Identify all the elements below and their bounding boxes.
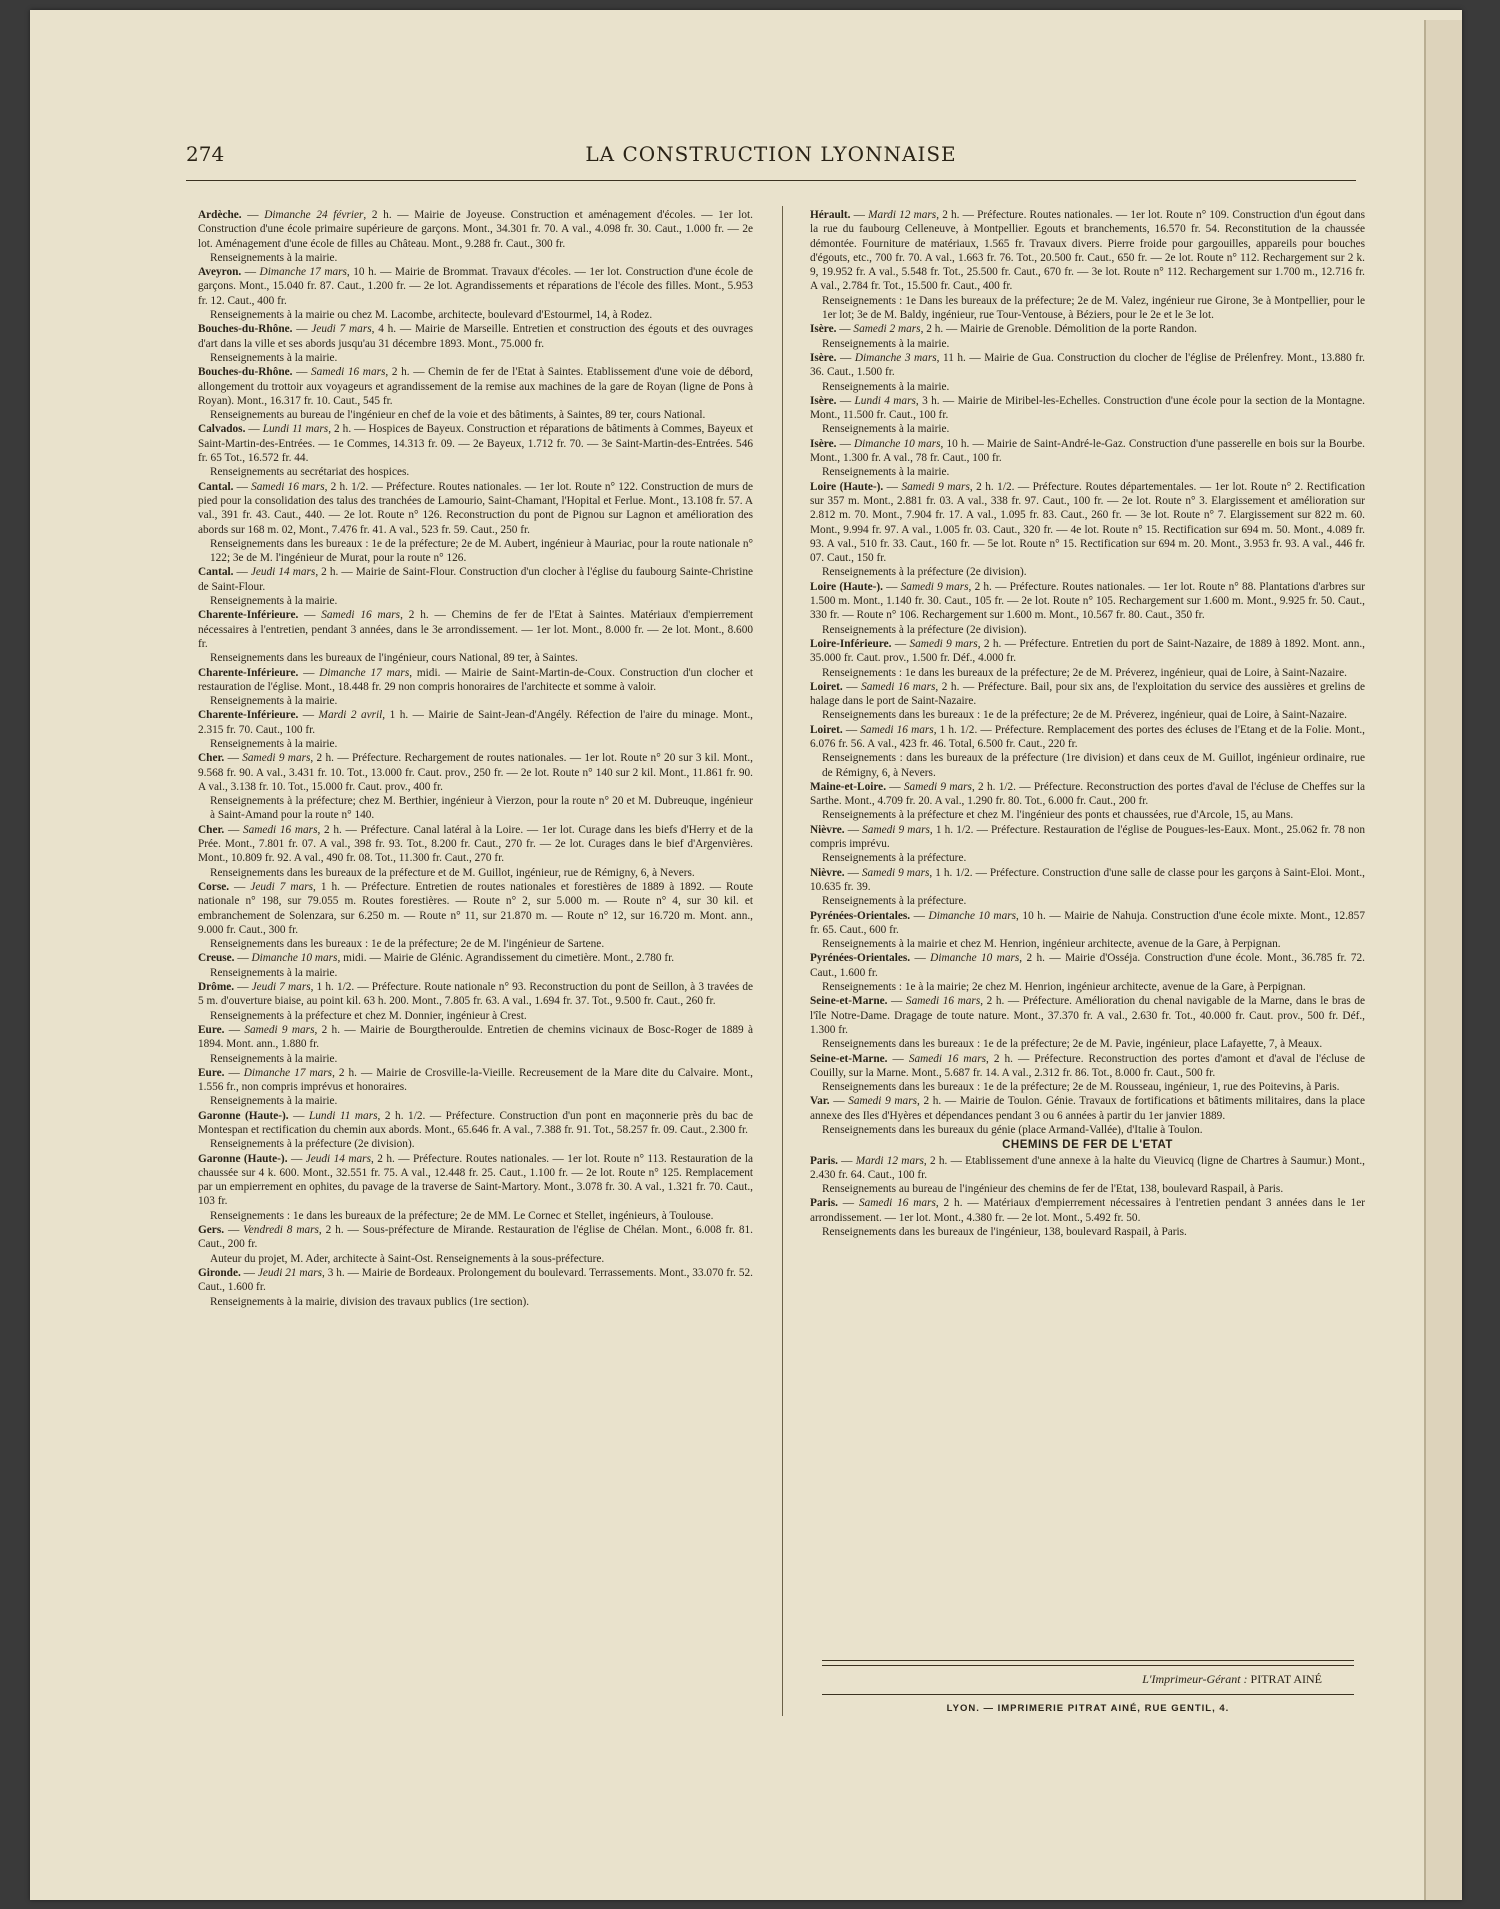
entry-info-line: Renseignements au bureau de l'ingénieur en chef de la voie et des bâtiments, à Saintes, 89 ter, cours National. [210,409,706,422]
entry-date: Jeudi 14 mars [250,566,316,579]
entry-text: , 2 h. — Préfecture. Canal latéral à la Loire. — 1er lot. Curage dans les biefs d'Herry et de la Prée. Mont., 7.801 fr. 07. A val., 398 fr. 93. Tot., 8.200 fr. Caut., 270 fr. — 2e lot. Curages dans le bief d'Argenvières. Mont., 10.809 fr. 92. A val., 490 fr. 08. Tot., 11.300 fr. Caut., 270 fr. [198,823,753,865]
entry-info-line: Renseignements à la préfecture et chez M. l'ingénieur des ponts et chaussées, rue d'Arcole, 15, au Mans. [822,809,1294,822]
entry-department: Eure. [198,1023,225,1036]
listing-entry: Corse. — Jeudi 7 mars, 1 h. — Préfecture. Entretien de routes nationales et forestières de 1889 à 1892. — Route nationale n° 198, sur 79.055 m. Routes forestières. — Route n° 2, sur 5.000 m. — Route n° 4, sur 30 kil. et embranchement de Solenzara, sur 6.250 m. — Route n° 11, sur 21.870 m. — Route n° 12, sur 16.720 m. Mont. ann., 9.000 fr. Caut., 300 fr. [198,880,753,936]
listing-entry: Cantal. — Samedi 16 mars, 2 h. 1/2. — Préfecture. Routes nationales. — 1er lot. Route n° 122. Construction de murs de pied pour la consolidation des talus des tranchées de Lamourio, Saint-Chamant, l'Hopital et Ferlue. Mont., 13.108 fr. 57. A val., 391 fr. 43. Caut., 440. — 2e lot. Route n° 126. Reconstruction du pont de Pignou sur Lagnon et amélioration des abords sur 168 m. 02, Mont., 7.476 fr. 41. A val., 523 fr. 59. Caut., 250 fr. [198,480,753,536]
entry-info-line: Renseignements à la préfecture et chez M. Donnier, ingénieur à Crest. [210,1009,527,1022]
footer-double-rule [822,1660,1354,1666]
entry-date: Vendredi 8 mars [243,1224,319,1237]
listing-entry: Loire (Haute-). — Samedi 9 mars, 2 h. — Préfecture. Routes nationales. — 1er lot. Route n° 88. Plantations d'arbres sur 1.500 m. Mont., 1.140 fr. 30. Caut., 105 fr. — 2e lot. Route n° 105. Rechargement sur 1.600 m. Mont., 9.925 fr. 50. Caut., 330 fr. — Route n° 106. Rechargement sur 1.600 m. Mont., 10.567 fr. 80. Caut., 350 fr. [810,580,1365,622]
entry-text: , 2 h. — Mairie d'Osséja. Construction d'une école. Mont., 36.785 fr. 72. Caut., 1.600 fr. [810,952,1365,979]
entry-department: Seine-et-Marne. [810,995,888,1008]
listing-entry: Nièvre. — Samedi 9 mars, 1 h. 1/2. — Préfecture. Restauration de l'église de Pougues-les-Eaux. Mont., 25.062 fr. 78 non compris imprévu. [810,823,1365,851]
entry-text: , 1 h. 1/2. — Préfecture. Construction d'une salle de classe pour les garçons à Saint-Eloi. Mont., 10.635 fr. 39. [810,866,1365,893]
entry-text: , 2 h. — Préfecture. Amélioration du chenal navigable de la Marne, dans le bras de l'île Notre-Dame. Dragage de toute nature. Mont., 37.370 fr. A val., 2.630 fr. Tot., 40.000 fr. Caut. prov., 500 fr. Déf., 1.300 fr. [810,995,1365,1036]
entry-info-line: Renseignements dans les bureaux de l'ingénieur, cours National, 89 ter, à Saintes. [210,652,578,665]
entry-info-line: Renseignements à la préfecture (2e division). [210,1138,415,1151]
entry-text: , 2 h. — Hospices de Bayeux. Construction et réparations de bâtiments à Commes, Bayeux et Saint-Martin-des-Entrées. — 1e Commes, 14.313 fr. 09. — 2e Bayeux, 1.712 fr. 70. — 3e Saint-Martin-des-Entrées. 546 fr. 65 Tot., 16.572 fr. 44. [198,423,753,465]
entry-date: Jeudi 21 mars [257,1266,323,1279]
signature-name: PITRAT AINÉ [1250,1672,1322,1686]
entry-text: , 3 h. — Mairie de Miribel-les-Echelles. Construction d'une école pour la section de la Montagne. Mont., 11.500 fr. Caut., 100 fr. [810,394,1365,422]
entry-department: Eure. [198,1066,225,1079]
entry-department: Garonne (Haute-). [198,1109,289,1122]
listing-entry: Paris. — Samedi 16 mars, 2 h. — Matériaux d'empierrement nécessaires à l'entretien pendant 3 années dans le 1er arrondissement. — 1er lot. Mont., 4.380 fr. — 2e lot. Mont., 5.492 fr. 50. [810,1197,1365,1224]
entry-department: Bouches-du-Rhône. [198,366,293,379]
entry-department: Loire-Inférieure. [810,637,892,650]
entry-department: Seine-et-Marne. [810,1052,888,1065]
entry-date: Samedi 9 mars [903,780,972,793]
entry-department: Charente-Inférieure. [198,609,299,622]
entry-date: Samedi 9 mars [861,866,930,879]
entry-department: Var. [810,1095,830,1108]
entry-department: Gers. [198,1224,225,1237]
entry-date: Samedi 16 mars [860,723,934,736]
listing-entry: Seine-et-Marne. — Samedi 16 mars, 2 h. — Préfecture. Amélioration du chenal navigable de la Marne, dans le bras de l'île Notre-Dame. Dragage de toute nature. Mont., 37.370 fr. A val., 2.630 fr. Tot., 40.000 fr. Caut. prov., 500 fr. Déf., 1.300 fr. [810,995,1365,1036]
entry-info-line: Renseignements dans les bureaux : 1e de la préfecture; 2e de M. Aubert, ingénieur à Mauriac, pour la route nationale n° 122; 3e de M. l'ingénieur de Murat, pour la route n° 126. [210,537,753,565]
entry-department: Gironde. [198,1266,241,1279]
entry-date: Samedi 16 mars [311,366,386,379]
entry-date: Dimanche 10 mars [251,952,338,965]
entry-info-line: Renseignements au bureau de l'ingénieur des chemins de fer de l'Etat, 138, boulevard Raspail, à Paris. [822,1183,1284,1196]
entry-date: Jeudi 14 mars [305,1152,371,1165]
listing-entry: Calvados. — Lundi 11 mars, 2 h. — Hospices de Bayeux. Construction et réparations de bâtiments à Commes, Bayeux et Saint-Martin-des-Entrées. — 1e Commes, 14.313 fr. 09. — 2e Bayeux, 1.712 fr. 70. — 3e Saint-Martin-des-Entrées. 546 fr. 65 Tot., 16.572 fr. 44. [198,423,753,465]
entry-info-line: Renseignements dans les bureaux du génie (place Armand-Vallée), d'Italie à Toulon. [822,1124,1203,1136]
entry-info-line: Renseignements dans les bureaux : 1e de la préfecture; 2e de M. Rousseau, ingénieur, 1, rue des Poitevins, à Paris. [822,1081,1340,1094]
entry-date: Samedi 9 mars [862,823,930,836]
listing-entry: Aveyron. — Dimanche 17 mars, 10 h. — Mairie de Brommat. Travaux d'écoles. — 1er lot. Construction d'une école de garçons. Mont., 15.040 fr. 87. Caut., 1.200 fr. — 2e lot. Agrandissements et réparations de l'école des filles. Mont., 5.953 fr. 12. Caut., 400 fr. [198,266,753,307]
entry-info-line: Renseignements à la mairie, division des travaux publics (1re section). [210,1295,530,1308]
entry-text: , 2 h. — Préfecture. Rechargement de routes nationales. — 1er lot. Route n° 20 sur 3 kil. Mont., 9.568 fr. 90. A val., 3.431 fr. 10. Tot., 13.000 fr. Caut. prov., 250 fr. — 2e lot. Route n° 140 sur 2 kil. Mont., 11.861 fr. 90. A val., 3.138 fr. 10. Tot., 15.000 fr. Caut. prov., 400 fr. [198,752,754,793]
entry-department: Cher. [198,823,225,836]
entry-date: Dimanche 17 mars [259,266,347,279]
entry-text: , 10 h. — Mairie de Nahuja. Construction d'une école mixte. Mont., 12.857 fr. 65. Caut., 600 fr. [810,909,1365,936]
entry-text: , 10 h. — Mairie de Brommat. Travaux d'écoles. — 1er lot. Construction d'une école de garçons. Mont., 15.040 fr. 87. Caut., 1.200 fr. — 2e lot. Agrandissements et réparations de l'école des filles. Mont., 5.953 fr. 12. Caut., 400 fr. [198,266,753,307]
listing-entry: Pyrénées-Orientales. — Dimanche 10 mars, 10 h. — Mairie de Nahuja. Construction d'une école mixte. Mont., 12.857 fr. 65. Caut., 600 fr. [810,909,1365,936]
listing-entry: Bouches-du-Rhône. — Samedi 16 mars, 2 h. — Chemin de fer de l'Etat à Saintes. Etablissement d'une voie de débord, allongement du trottoir aux voyageurs et agrandissement de la remise aux machines de la gare de Royan (ligne de Pons à Royan). Mont., 16.317 fr. 10. Caut., 545 fr. [198,366,753,407]
entry-date: Dimanche 17 mars [243,1066,333,1079]
entry-text: , 2 h. — Mairie de Grenoble. Démolition de la porte Randon. [920,323,1197,336]
entry-info-line: Renseignements à la mairie. [210,1052,338,1065]
entry-info-line: Renseignements au secrétariat des hospices. [210,466,410,479]
entry-date: Dimanche 10 mars [853,437,941,450]
entry-department: Charente-Inférieure. [198,709,299,722]
entry-info-line: Renseignements : 1e dans les bureaux de la préfecture; 2e de MM. Le Cornec et Stellet, ingénieurs, à Toulouse. [210,1209,714,1222]
entry-department: Loiret. [810,680,843,693]
entry-department: Charente-Inférieure. [198,666,299,679]
entry-department: Isère. [810,351,837,364]
listing-entry: Cher. — Samedi 9 mars, 2 h. — Préfecture. Rechargement de routes nationales. — 1er lot. Route n° 20 sur 3 kil. Mont., 9.568 fr. 90. A val., 3.431 fr. 10. Tot., 13.000 fr. Caut. prov., 250 fr. — 2e lot. Route n° 140 sur 2 kil. Mont., 11.861 fr. 90. A val., 3.138 fr. 10. Tot., 15.000 fr. Caut. prov., 400 fr. [198,752,754,793]
listing-entry: Loire-Inférieure. — Samedi 9 mars, 2 h. — Préfecture. Entretien du port de Saint-Nazaire, de 1889 à 1892. Mont. ann., 35.000 fr. Caut. prov., 1.500 fr. Déf., 4.000 fr. [810,637,1366,665]
entry-department: Ardèche. [198,209,242,221]
entry-text: , 2 h. 1/2. — Préfecture. Reconstruction des portes d'aval de l'écluse de Cheffes sur la Sarthe. Mont., 4.709 fr. 20. A val., 1.290 fr. 80. Tot., 6.000 fr. Caut., 200 fr. [810,780,1365,808]
entry-info-line: Renseignements à la mairie. [210,595,338,608]
entry-text: , 2 h. — Mairie de Bourgtheroulde. Entretien de chemins vicinaux de Bosc-Roger de 1889 à 1894. Mont. ann., 1.880 fr. [198,1023,754,1051]
column-divider [782,206,783,1716]
entry-department: Maine-et-Loire. [810,780,887,793]
entry-department: Isère. [810,394,837,407]
entry-date: Samedi 16 mars [861,680,936,693]
entry-department: Calvados. [198,423,246,436]
entry-info-line: Renseignements à la mairie. [210,966,338,979]
entry-text: , 2 h. — Préfecture. Reconstruction des portes d'amont et d'aval de l'écluse de Couilly, sur la Marne. Mont., 5.687 fr. 14. A val., 2.312 fr. 86. Tot., 8.000 fr. Caut., 500 fr. [810,1052,1365,1079]
entry-date: Dimanche 10 mars [930,952,1020,965]
entry-date: Lundi 4 mars [854,394,916,407]
entry-text: , 2 h. 1/2. — Préfecture. Routes départementales. — 1er lot. Route n° 2. Rectification sur 357 m. Mont., 2.881 fr. 03. A val., 338 fr. 97. Caut., 100 fr. — 2e lot. Route n° 3. Elargissement et amélioration sur 2.812 m. 70. Mont., 7.904 fr. 17. A val., 1.095 fr. 83. Caut., 260 fr. — 3e lot. Route n° 7. Elargissement sur 822 m. 60. Mont., 9.994 fr. 97. A val., 1.005 fr. 03. Caut., 320 fr. — 4e lot. Route n° 15. Rectification sur 694 m. 50. Mont., 4.089 fr. 93. A val., 510 fr. 33. Caut., 160 fr. — 5e lot. Route n° 15. Rectification sur 694 m. 20. Mont., 3.953 fr. 93. A val., 446 fr. 07. Caut., 150 fr. [810,480,1366,565]
entry-text: , 2 h. — Mairie de Joyeuse. Construction et aménagement d'écoles. — 1er lot. Construction d'une école primaire supérieure de garçons. Mont., 34.301 fr. 70. A val., 4.098 fr. 30. Caut., 1.000 fr. — 2e lot. Aménagement d'une école de filles au Château. Mont., 9.288 fr. Caut., 300 fr. [198,209,753,250]
entry-date: Samedi 16 mars [905,995,981,1008]
entry-department: Paris. [810,1154,838,1167]
entry-department: Garonne (Haute-). [198,1152,288,1165]
entry-info-line: Renseignements : dans les bureaux de la préfecture (1re division) et dans ceux de M. Guillot, ingénieur ordinaire, rue de Rémigny, 6, à Nevers. [822,752,1365,779]
entry-text: , 2 h. — Etablissement d'une annexe à la halte du Vieuvicq (ligne de Chartres à Saumur.) Mont., 2.430 fr. 64. Caut., 100 fr. [810,1154,1366,1181]
entry-text: , 2 h. — Préfecture. Entretien du port de Saint-Nazaire, de 1889 à 1892. Mont. ann., 35.000 fr. Caut. prov., 1.500 fr. Déf., 4.000 fr. [810,637,1366,665]
entry-date: Samedi 16 mars [321,609,401,622]
listing-entry: Pyrénées-Orientales. — Dimanche 10 mars, 2 h. — Mairie d'Osséja. Construction d'une école. Mont., 36.785 fr. 72. Caut., 1.600 fr. [810,952,1365,979]
entry-date: Samedi 9 mars [909,637,978,650]
page-number: 274 [186,142,225,166]
entry-text: , 2 h. — Préfecture. Routes nationales. — 1er lot. Route n° 113. Restauration de la chaussée sur 4 k. 600. Mont., 32.551 fr. 75. A val., 12.448 fr. 25. Caut., 1.100 fr. — 2e lot. Route n° 125. Remplacement par un empierrement en ophites, du pavage de la traverse de Saint-Martory. Mont., 3.078 fr. 30. A val., 1.321 fr. 70. Caut., 103 fr. [198,1152,753,1208]
entry-date: Samedi 16 mars [908,1052,986,1065]
listing-entry: Gironde. — Jeudi 21 mars, 3 h. — Mairie de Bordeaux. Prolongement du boulevard. Terrassements. Mont., 33.070 fr. 52. Caut., 1.600 fr. [198,1266,753,1294]
entry-date: Dimanche 10 mars [928,909,1017,922]
entry-info-line: Renseignements à la mairie. [210,351,338,364]
listing-entry: Garonne (Haute-). — Lundi 11 mars, 2 h. 1/2. — Préfecture. Construction d'un pont en maçonnerie près du bac de Montespan et rectification du chemin aux abords. Mont., 65.646 fr. A val., 7.388 fr. 91. Tot., 58.257 fr. 09. Caut., 2.300 fr. [198,1109,753,1136]
entry-date: Samedi 9 mars [242,752,311,765]
entry-text: , 2 h. — Préfecture. Bail, pour six ans, de l'exploitation du service des aussières et grelins de halage dans le port de Saint-Nazaire. [810,680,1365,708]
entry-text: , 4 h. — Mairie de Marseille. Entretien et construction des égouts et des ouvrages d'art dans la ville et ses abords jusqu'au 31 décembre 1893. Mont., 75.000 fr. [198,323,753,350]
entry-date: Dimanche 3 mars [854,351,937,364]
entry-date: Dimanche 17 mars [319,666,410,679]
entry-info-line: Renseignements dans les bureaux : 1e de la préfecture; 2e de M. Préverez, ingénieur, quai de Loire, à Saint-Nazaire. [822,709,1347,722]
signature-line [822,1672,1322,1687]
entry-date: Samedi 2 mars [853,323,921,336]
listing-entry: Var. — Samedi 9 mars, 2 h. — Mairie de Toulon. Génie. Travaux de fortifications et bâtiments militaires, dans la place annexe des Iles d'Hyères et dépendances pendant 3 ou 6 années à partir du 1er janvier 1889. [810,1095,1365,1122]
entry-department: Pyrénées-Orientales. [810,909,911,922]
entry-text: , 1 h. 1/2. — Préfecture. Route nationale n° 93. Reconstruction du pont de Seillon, à 3 travées de 5 m. d'ouverture biaise, au point kil. 63 h. 200. Mont., 7.805 fr. 63. A val., 1.694 fr. 37. Tot., 9.500 fr. Caut., 260 fr. [198,981,753,1008]
entry-text: , 2 h. — Préfecture. Routes nationales. — 1er lot. Route n° 88. Plantations d'arbres sur 1.500 m. Mont., 1.140 fr. 30. Caut., 105 fr. — 2e lot. Route n° 105. Rechargement sur 1.600 m. Mont., 9.925 fr. 50. Caut., 330 fr. — Route n° 106. Rechargement sur 1.600 m. Mont., 10.567 fr. 80. Caut., 350 fr. [810,580,1365,622]
entry-department: Creuse. [198,952,235,965]
entry-info-line: Renseignements dans les bureaux de la préfecture et de M. Guillot, ingénieur, rue de Rémigny, 6, à Nevers. [210,866,695,879]
entry-date: Dimanche 24 février [264,209,364,221]
header-rule [186,180,1356,181]
entry-department: Bouches-du-Rhône. [198,323,293,336]
listing-entry: Isère. — Lundi 4 mars, 3 h. — Mairie de Miribel-les-Echelles. Construction d'une école pour la section de la Montagne. Mont., 11.500 fr. Caut., 100 fr. [810,394,1365,422]
listing-entry: Loiret. — Samedi 16 mars, 2 h. — Préfecture. Bail, pour six ans, de l'exploitation du service des aussières et grelins de halage dans le port de Saint-Nazaire. [810,680,1365,708]
entry-info-line: Renseignements à la mairie. [210,251,338,264]
entry-text: , 2 h. 1/2. — Préfecture. Construction d'un pont en maçonnerie près du bac de Montespan et rectification du chemin aux abords. Mont., 65.646 fr. A val., 7.388 fr. 91. Tot., 58.257 fr. 09. Caut., 2.300 fr. [198,1109,753,1136]
listing-entry: Loire (Haute-). — Samedi 9 mars, 2 h. 1/2. — Préfecture. Routes départementales. — 1er lot. Route n° 2. Rectification sur 357 m. Mont., 2.881 fr. 03. A val., 338 fr. 97. Caut., 100 fr. — 2e lot. Route n° 3. Elargissement et amélioration sur 2.812 m. 70. Mont., 7.904 fr. 17. A val., 1.095 fr. 83. Caut., 260 fr. — 3e lot. Route n° 7. Elargissement sur 822 m. 60. Mont., 9.994 fr. 97. A val., 1.005 fr. 03. Caut., 320 fr. — 4e lot. Route n° 15. Rectification sur 694 m. 50. Mont., 4.089 fr. 93. A val., 510 fr. 33. Caut., 160 fr. — 5e lot. Route n° 15. Rectification sur 694 m. 20. Mont., 3.953 fr. 93. A val., 446 fr. 07. Caut., 150 fr. [810,480,1366,565]
left-column [198,208,753,1309]
entry-date: Samedi 9 mars [901,480,970,493]
listing-entry: Cher. — Samedi 16 mars, 2 h. — Préfecture. Canal latéral à la Loire. — 1er lot. Curage dans les biefs d'Herry et de la Prée. Mont., 7.801 fr. 07. A val., 398 fr. 93. Tot., 8.200 fr. Caut., 270 fr. — 2e lot. Curages dans le bief d'Argenvières. Mont., 10.809 fr. 92. A val., 490 fr. 08. Tot., 11.300 fr. Caut., 270 fr. [198,823,753,865]
entry-text: , midi. — Mairie de Glénic. Agrandissement du cimetière. Mont., 2.780 fr. [337,952,675,965]
entry-department: Pyrénées-Orientales. [810,952,911,965]
entry-text: , 2 h. — Chemin de fer de l'Etat à Saintes. Etablissement d'une voie de débord, allongement du trottoir aux voyageurs et agrandissement de la remise aux machines de la gare de Royan (ligne de Pons à Royan). Mont., 16.317 fr. 10. Caut., 545 fr. [198,366,753,407]
entry-date: Samedi 9 mars [244,1023,315,1036]
listing-entry: Garonne (Haute-). — Jeudi 14 mars, 2 h. — Préfecture. Routes nationales. — 1er lot. Route n° 113. Restauration de la chaussée sur 4 k. 600. Mont., 32.551 fr. 75. A val., 12.448 fr. 25. Caut., 1.100 fr. — 2e lot. Route n° 125. Remplacement par un empierrement en ophites, du pavage de la traverse de Saint-Martory. Mont., 3.078 fr. 30. A val., 1.321 fr. 70. Caut., 103 fr. [198,1152,753,1208]
listing-entry: Charente-Inférieure. — Mardi 2 avril, 1 h. — Mairie de Saint-Jean-d'Angély. Réfection de l'aire du minage. Mont., 2.315 fr. 70. Caut., 100 fr. [198,709,753,736]
entry-date: Mardi 12 mars [855,1154,924,1167]
entry-date: Lundi 11 mars [262,423,329,436]
listing-entry: Charente-Inférieure. — Samedi 16 mars, 2 h. — Chemins de fer de l'Etat à Saintes. Matériaux d'empierrement nécessaires à l'entretien, pendant 3 années, dans le 3e arrondissement. — 1er lot. Mont., 8.000 fr. — 2e lot. Mont., 8.600 fr. [198,609,754,650]
entry-info-line: Renseignements à la mairie. [822,423,950,436]
right-column [810,208,1365,1239]
listing-entry: Gers. — Vendredi 8 mars, 2 h. — Sous-préfecture de Mirande. Restauration de l'église de Chélan. Mont., 6.008 fr. 81. Caut., 200 fr. [198,1224,753,1251]
listing-entry: Drôme. — Jeudi 7 mars, 1 h. 1/2. — Préfecture. Route nationale n° 93. Reconstruction du pont de Seillon, à 3 travées de 5 m. d'ouverture biaise, au point kil. 63 h. 200. Mont., 7.805 fr. 63. A val., 1.694 fr. 37. Tot., 9.500 fr. Caut., 260 fr. [198,981,753,1008]
listing-entry: Ardèche. — Dimanche 24 février, 2 h. — Mairie de Joyeuse. Construction et aménagement d'écoles. — 1er lot. Construction d'une école primaire supérieure de garçons. Mont., 34.301 fr. 70. A val., 4.098 fr. 30. Caut., 1.000 fr. — 2e lot. Aménagement d'une école de filles au Château. Mont., 9.288 fr. Caut., 300 fr. [198,209,753,250]
next-page-edge [1424,20,1462,1900]
entry-department: Nièvre. [810,823,845,836]
listing-entry: Charente-Inférieure. — Dimanche 17 mars, midi. — Mairie de Saint-Martin-de-Coux. Construction d'un clocher et restauration de l'église. Mont., 18.448 fr. 29 non compris honoraires de l'architecte et somme à valoir. [198,666,753,693]
entry-text: , 10 h. — Mairie de Saint-André-le-Gaz. Construction d'une passerelle en bois sur la Bourbe. Mont., 1.300 fr. A val., 78 fr. Caut., 100 fr. [810,437,1365,465]
entry-date: Samedi 16 mars [251,480,325,493]
entry-department: Loire (Haute-). [810,480,884,493]
entry-info-line: Renseignements : 1e dans les bureaux de la préfecture; 2e de M. Préverez, ingénieur, quai de Loire, à Saint-Nazaire. [822,666,1347,679]
entry-text: , 2 h. — Mairie de Toulon. Génie. Travaux de fortifications et bâtiments militaires, dans la place annexe des Iles d'Hyères et dépendances pendant 3 ou 6 années à partir du 1er janvier 1889. [810,1095,1365,1122]
entry-text: , 1 h. — Préfecture. Entretien de routes nationales et forestières de 1889 à 1892. — Route nationale n° 198, sur 79.055 m. Routes forestières. — Route n° 2, sur 5.000 m. — Route n° 4, sur 30 kil. et embranchement de Solenzara, sur 6.250 m. — Route n° 11, sur 21.870 m. — Route n° 12, sur 16.720 m. Mont. ann., 9.000 fr. Caut., 300 fr. [198,880,753,936]
entry-info-line: Renseignements à la mairie. [822,466,950,479]
entry-text: , 2 h. — Mairie de Saint-Flour. Construction d'un clocher à l'église du faubourg Sainte-Christine de Saint-Flour. [198,566,754,593]
entry-department: Cantal. [198,566,234,579]
entry-info-line: Renseignements à la mairie et chez M. Henrion, ingénieur architecte, avenue de la Gare, à Perpignan. [822,938,1281,951]
entry-info-line: Renseignements à la préfecture; chez M. Berthier, ingénieur à Vierzon, pour la route n° 20 et M. Dubreuque, ingénieur à Saint-Amand pour la route n° 140. [210,795,753,822]
entry-date: Jeudi 7 mars [251,981,311,994]
running-title: LA CONSTRUCTION LYONNAISE [585,142,957,166]
listing-entry: Isère. — Dimanche 10 mars, 10 h. — Mairie de Saint-André-le-Gaz. Construction d'une passerelle en bois sur la Bourbe. Mont., 1.300 fr. A val., 78 fr. Caut., 100 fr. [810,437,1365,465]
listing-entry: Eure. — Dimanche 17 mars, 2 h. — Mairie de Crosville-la-Vieille. Recreusement de la Mare dite du Calvaire. Mont., 1.556 fr., non compris imprévus et honoraires. [198,1066,753,1094]
entry-info-line: Auteur du projet, M. Ader, architecte à Saint-Ost. Renseignements à la sous-préfecture. [210,1252,605,1265]
entry-info-line: Renseignements : 1e à la mairie; 2e chez M. Henrion, ingénieur architecte, avenue de la Gare, à Perpignan. [822,981,1306,994]
entry-info-line: Renseignements dans les bureaux : 1e de la préfecture; 2e de M. l'ingénieur de Sartene. [210,938,605,951]
entry-text: , 2 h. 1/2. — Préfecture. Routes nationales. — 1er lot. Route n° 122. Construction de murs de pied pour la consolidation des talus des tranchées de Lamourio, Saint-Chamant, l'Hopital et Ferlue. Mont., 13.108 fr. 57. A val., 391 fr. 43. Caut., 440. — 2e lot. Route n° 126. Reconstruction du pont de Pignou sur Lagnon et amélioration des abords sur 168 m. 02, Mont., 7.476 fr. 41. A val., 523 fr. 59. Caut., 250 fr. [198,480,753,536]
section-heading: CHEMINS DE FER DE L'ETAT [1002,1139,1173,1152]
footer-rule [822,1694,1354,1695]
entry-department: Loire (Haute-). [810,580,883,593]
entry-date: Lundi 11 mars [309,1109,378,1122]
entry-department: Nièvre. [810,866,845,879]
page-header [186,142,1356,172]
entry-info-line: Renseignements à la mairie. [210,1095,338,1108]
entry-info-line: Renseignements à la mairie. [210,695,338,708]
entry-text: , 2 h. — Matériaux d'empierrement nécessaires à l'entretien pendant 3 années dans le 1er arrondissement. — 1er lot. Mont., 4.380 fr. — 2e lot. Mont., 5.492 fr. 50. [810,1197,1365,1224]
entry-department: Hérault. [810,209,851,221]
entry-info-line: Renseignements à la mairie. [822,380,950,393]
entry-text: , 1 h. 1/2. — Préfecture. Remplacement des portes des écluses de l'Etang et de la Folie. Mont., 6.076 fr. 56. A val., 423 fr. 46. Total, 6.500 fr. Caut., 220 fr. [810,723,1365,750]
entry-info-line: Renseignements à la préfecture (2e division). [822,623,1027,636]
listing-entry: Bouches-du-Rhône. — Jeudi 7 mars, 4 h. — Mairie de Marseille. Entretien et construction des égouts et des ouvrages d'art dans la ville et ses abords jusqu'au 31 décembre 1893. Mont., 75.000 fr. [198,323,753,350]
entry-department: Paris. [810,1197,838,1210]
entry-info-line: Renseignements à la préfecture (2e division). [822,566,1027,579]
listing-entry: Paris. — Mardi 12 mars, 2 h. — Etablissement d'une annexe à la halte du Vieuvicq (ligne de Chartres à Saumur.) Mont., 2.430 fr. 64. Caut., 100 fr. [810,1154,1366,1181]
entry-info-line: Renseignements à la mairie. [822,337,950,350]
listing-entry: Loiret. — Samedi 16 mars, 1 h. 1/2. — Préfecture. Remplacement des portes des écluses de l'Etang et de la Folie. Mont., 6.076 fr. 56. A val., 423 fr. 46. Total, 6.500 fr. Caut., 220 fr. [810,723,1365,750]
entry-date: Samedi 16 mars [858,1197,936,1210]
entry-department: Loiret. [810,723,843,736]
entry-text: , 3 h. — Mairie de Bordeaux. Prolongement du boulevard. Terrassements. Mont., 33.070 fr. 52. Caut., 1.600 fr. [198,1266,753,1294]
entry-date: Samedi 9 mars [848,1095,917,1108]
entry-department: Cher. [198,752,225,765]
entry-date: Samedi 9 mars [900,580,969,593]
entry-department: Isère. [810,437,837,450]
entry-department: Drôme. [198,981,235,994]
entry-department: Aveyron. [198,266,242,279]
signature-role: L'Imprimeur-Gérant : [1142,1672,1248,1686]
listing-entry: Isère. — Dimanche 3 mars, 11 h. — Mairie de Gua. Construction du clocher de l'église de Prélenfrey. Mont., 13.880 fr. 36. Caut., 1.500 fr. [810,351,1365,379]
entry-text: , 2 h. — Préfecture. Routes nationales. — 1er lot. Route n° 109. Construction d'un égout dans la rue du faubourg Celleneuve, à Montpellier. Egouts et branchements, 16.570 fr. 54. Reconstitution de la chaussée démontée. Fourniture de matériaux, 1.565 fr. Travaux divers. Pierre froide pour gargouilles, appareils pour bouches d'égouts, etc., 700 fr. 70. A val., 1.663 fr. 76. Tot., 20.500 fr. Caut., 650 fr. — 2e lot. Route n° 112. Rechargement sur 2 k. 9, 19.952 fr. A val., 5.548 fr. Tot., 25.500 fr. Caut., 670 fr. — 3e lot. Route n° 112. Rechargement sur 1.700 m., 12.716 fr. A val., 2.784 fr. Tot., 15.500 fr. Caut., 400 fr. [810,209,1366,293]
listing-entry: Eure. — Samedi 9 mars, 2 h. — Mairie de Bourgtheroulde. Entretien de chemins vicinaux de Bosc-Roger de 1889 à 1894. Mont. ann., 1.880 fr. [198,1023,754,1051]
entry-text: , 1 h. — Mairie de Saint-Jean-d'Angély. Réfection de l'aire du minage. Mont., 2.315 fr. 70. Caut., 100 fr. [198,709,753,736]
listing-entry: Nièvre. — Samedi 9 mars, 1 h. 1/2. — Préfecture. Construction d'une salle de classe pour les garçons à Saint-Eloi. Mont., 10.635 fr. 39. [810,866,1365,893]
entry-text: , 11 h. — Mairie de Gua. Construction du clocher de l'église de Prélenfrey. Mont., 13.880 fr. 36. Caut., 1.500 fr. [810,351,1365,379]
entry-date: Jeudi 7 mars [250,880,314,893]
entry-department: Corse. [198,880,230,893]
entry-text: , 2 h. — Mairie de Crosville-la-Vieille. Recreusement de la Mare dite du Calvaire. Mont., 1.556 fr., non compris imprévus et honoraires. [198,1066,753,1094]
entry-info-line: Renseignements à la préfecture. [822,852,967,865]
entry-info-line: Renseignements à la mairie ou chez M. Lacombe, architecte, boulevard d'Estourmel, 14, à Rodez. [210,309,653,322]
entry-date: Jeudi 7 mars [311,323,372,336]
entry-date: Samedi 16 mars [242,823,318,836]
entry-text: , 2 h. — Sous-préfecture de Mirande. Restauration de l'église de Chélan. Mont., 6.008 fr. 81. Caut., 200 fr. [198,1224,753,1251]
entry-text: , midi. — Mairie de Saint-Martin-de-Coux. Construction d'un clocher et restauration de l'église. Mont., 18.448 fr. 29 non compris honoraires de l'architecte et somme à valoir. [198,666,753,693]
listing-entry: Cantal. — Jeudi 14 mars, 2 h. — Mairie de Saint-Flour. Construction d'un clocher à l'église du faubourg Sainte-Christine de Saint-Flour. [198,566,754,593]
entry-text: , 2 h. — Chemins de fer de l'Etat à Saintes. Matériaux d'empierrement nécessaires à l'entretien, pendant 3 années, dans le 3e arrondissement. — 1er lot. Mont., 8.000 fr. — 2e lot. Mont., 8.600 fr. [198,609,754,650]
entry-department: Cantal. [198,480,234,493]
listing-entry: Isère. — Samedi 2 mars, 2 h. — Mairie de Grenoble. Démolition de la porte Randon. [810,323,1197,336]
entry-info-line: Renseignements à la préfecture. [822,895,967,908]
entry-text: , 1 h. 1/2. — Préfecture. Restauration de l'église de Pougues-les-Eaux. Mont., 25.062 fr. 78 non compris imprévu. [810,823,1365,851]
entry-date: Mardi 2 avril [318,709,383,722]
listing-entry: Seine-et-Marne. — Samedi 16 mars, 2 h. — Préfecture. Reconstruction des portes d'amont et d'aval de l'écluse de Couilly, sur la Marne. Mont., 5.687 fr. 14. A val., 2.312 fr. 86. Tot., 8.000 fr. Caut., 500 fr. [810,1052,1365,1079]
entry-info-line: Renseignements : 1e Dans les bureaux de la préfecture; 2e de M. Valez, ingénieur rue Girone, 3e à Montpellier, pour le 1er lot; 3e de M. Baldy, ingénieur, rue Tour-Ventouse, à Béziers, pour le 2e et le 3e lot. [822,294,1365,322]
entry-department: Isère. [810,323,837,336]
entry-info-line: Renseignements dans les bureaux de l'ingénieur, 138, boulevard Raspail, à Paris. [822,1226,1187,1239]
entry-info-line: Renseignements à la mairie. [210,737,338,750]
printer-imprint: LYON. — IMPRIMERIE PITRAT AINÉ, RUE GENTIL, 4. [946,1703,1230,1714]
listing-entry: Creuse. — Dimanche 10 mars, midi. — Mairie de Glénic. Agrandissement du cimetière. Mont., 2.780 fr. [198,952,675,965]
entry-info-line: Renseignements dans les bureaux : 1e de la préfecture; 2e de M. Pavie, ingénieur, place Lafayette, 7, à Meaux. [822,1038,1323,1051]
entry-date: Mardi 12 mars [868,209,937,221]
listing-entry: Hérault. — Mardi 12 mars, 2 h. — Préfecture. Routes nationales. — 1er lot. Route n° 109. Construction d'un égout dans la rue du faubourg Celleneuve, à Montpellier. Egouts et branchements, 16.570 fr. 54. Reconstitution de la chaussée démontée. Fourniture de matériaux, 1.565 fr. Travaux divers. Pierre froide pour gargouilles, appareils pour bouches d'égouts, etc., 700 fr. 70. A val., 1.663 fr. 76. Tot., 20.500 fr. Caut., 650 fr. — 2e lot. Route n° 112. Rechargement sur 2 k. 9, 19.952 fr. A val., 5.548 fr. Tot., 25.500 fr. Caut., 670 fr. — 3e lot. Route n° 112. Rechargement sur 1.700 m., 12.716 fr. A val., 2.784 fr. Tot., 15.500 fr. Caut., 400 fr. [810,209,1366,293]
listing-entry: Maine-et-Loire. — Samedi 9 mars, 2 h. 1/2. — Préfecture. Reconstruction des portes d'aval de l'écluse de Cheffes sur la Sarthe. Mont., 4.709 fr. 20. A val., 1.290 fr. 80. Tot., 6.000 fr. Caut., 200 fr. [810,780,1365,808]
